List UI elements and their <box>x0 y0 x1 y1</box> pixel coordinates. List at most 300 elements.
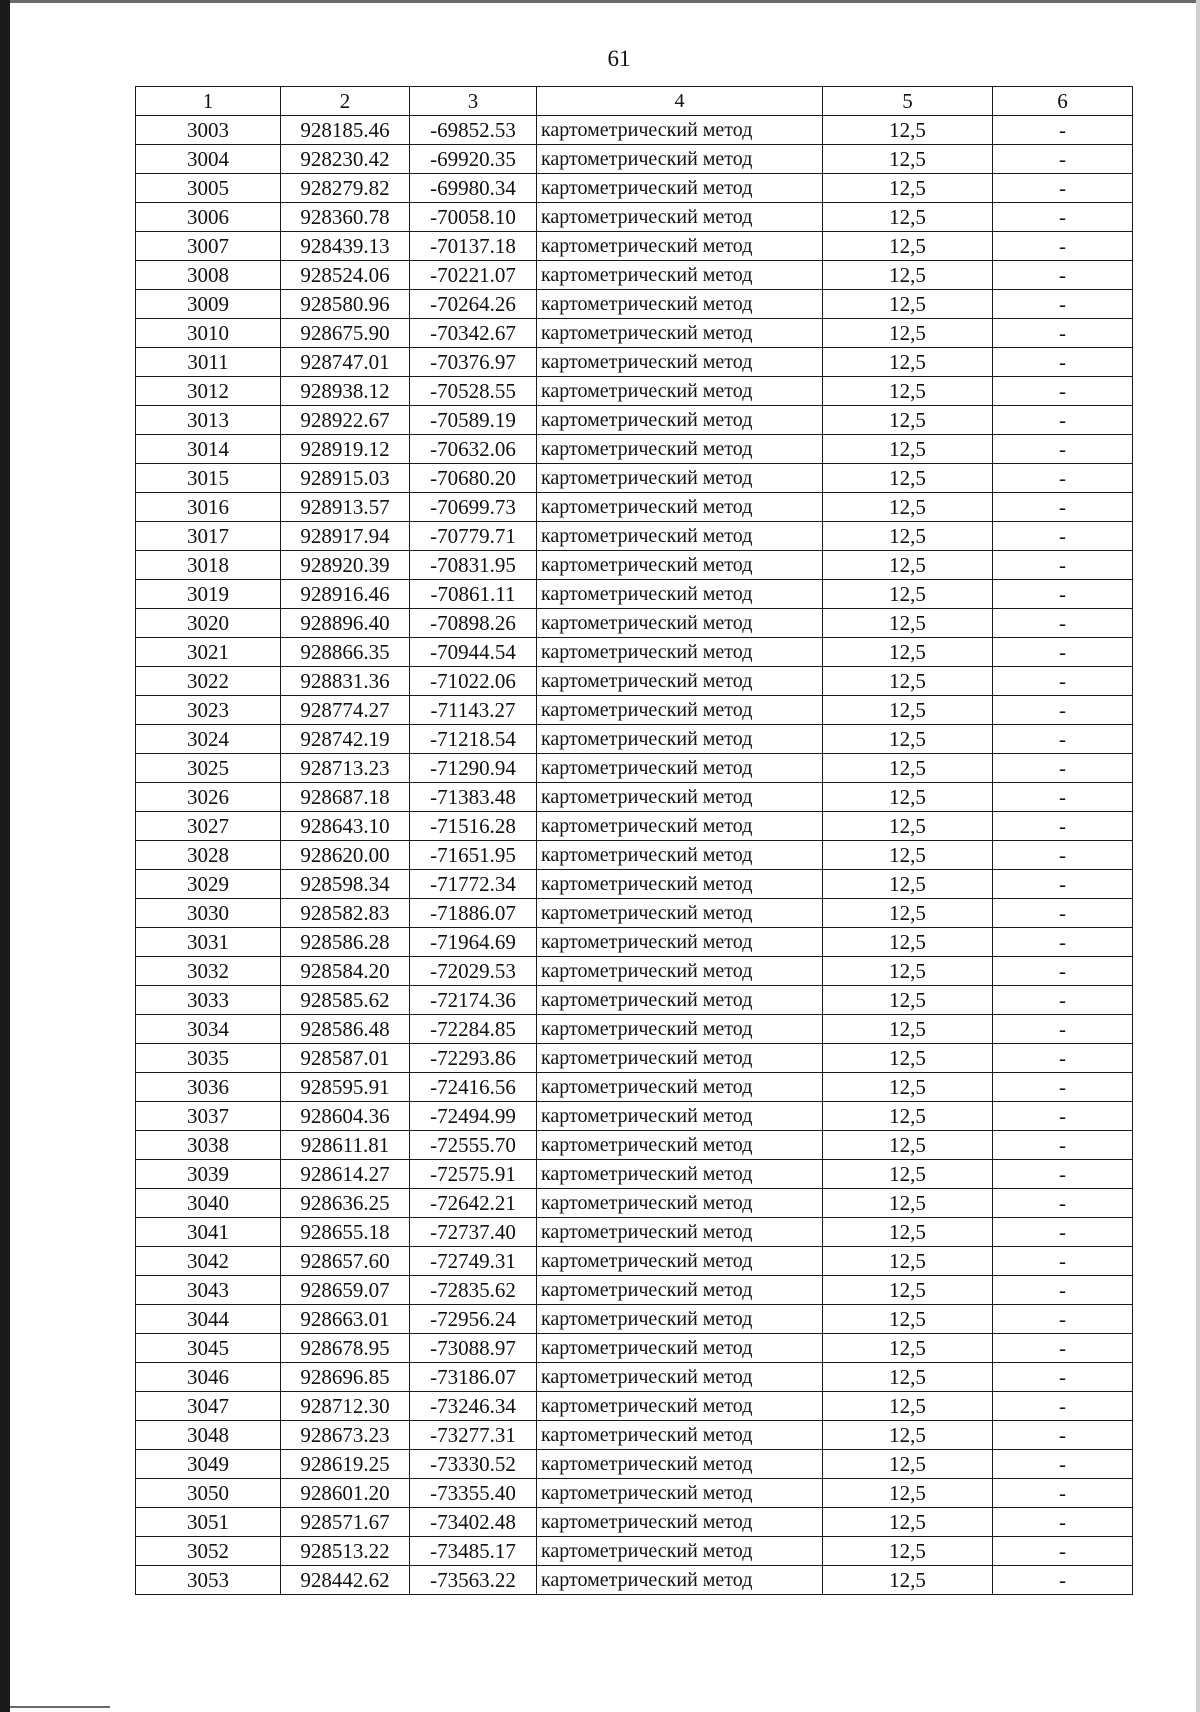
table-row <box>136 261 1133 290</box>
accuracy-cell: 12,5 <box>823 464 993 493</box>
x-coordinate-cell: 928913.57 <box>281 493 410 522</box>
method-cell: картометрический метод <box>537 725 823 754</box>
y-coordinate-cell: -69920.35 <box>410 145 537 174</box>
x-coordinate-cell: 928619.25 <box>281 1450 410 1479</box>
note-cell: - <box>993 1479 1133 1508</box>
accuracy-cell: 12,5 <box>823 1160 993 1189</box>
point-number-cell: 3037 <box>136 1102 281 1131</box>
x-coordinate-cell: 928920.39 <box>281 551 410 580</box>
header-cell: 1 <box>136 87 281 116</box>
note-cell: - <box>993 1102 1133 1131</box>
table-row <box>136 1334 1133 1363</box>
x-coordinate-cell: 928742.19 <box>281 725 410 754</box>
table-row <box>136 232 1133 261</box>
y-coordinate-cell: -73088.97 <box>410 1334 537 1363</box>
note-cell: - <box>993 1363 1133 1392</box>
y-coordinate-cell: -70221.07 <box>410 261 537 290</box>
accuracy-cell: 12,5 <box>823 319 993 348</box>
x-coordinate-cell: 928587.01 <box>281 1044 410 1073</box>
table-row <box>136 348 1133 377</box>
y-coordinate-cell: -70831.95 <box>410 551 537 580</box>
header-cell: 2 <box>281 87 410 116</box>
table-row <box>136 551 1133 580</box>
note-cell: - <box>993 1305 1133 1334</box>
method-cell: картометрический метод <box>537 261 823 290</box>
table-row <box>136 899 1133 928</box>
table-row <box>136 1044 1133 1073</box>
y-coordinate-cell: -70528.55 <box>410 377 537 406</box>
method-cell: картометрический метод <box>537 203 823 232</box>
y-coordinate-cell: -69852.53 <box>410 116 537 145</box>
point-number-cell: 3004 <box>136 145 281 174</box>
point-number-cell: 3035 <box>136 1044 281 1073</box>
point-number-cell: 3039 <box>136 1160 281 1189</box>
point-number-cell: 3032 <box>136 957 281 986</box>
x-coordinate-cell: 928601.20 <box>281 1479 410 1508</box>
point-number-cell: 3015 <box>136 464 281 493</box>
y-coordinate-cell: -72555.70 <box>410 1131 537 1160</box>
table-row <box>136 812 1133 841</box>
y-coordinate-cell: -69980.34 <box>410 174 537 203</box>
point-number-cell: 3020 <box>136 609 281 638</box>
note-cell: - <box>993 435 1133 464</box>
method-cell: картометрический метод <box>537 522 823 551</box>
table-row <box>136 1392 1133 1421</box>
note-cell: - <box>993 290 1133 319</box>
point-number-cell: 3028 <box>136 841 281 870</box>
note-cell: - <box>993 1421 1133 1450</box>
point-number-cell: 3010 <box>136 319 281 348</box>
note-cell: - <box>993 406 1133 435</box>
x-coordinate-cell: 928747.01 <box>281 348 410 377</box>
accuracy-cell: 12,5 <box>823 957 993 986</box>
table-row <box>136 1102 1133 1131</box>
note-cell: - <box>993 232 1133 261</box>
method-cell: картометрический метод <box>537 1247 823 1276</box>
point-number-cell: 3047 <box>136 1392 281 1421</box>
point-number-cell: 3044 <box>136 1305 281 1334</box>
note-cell: - <box>993 319 1133 348</box>
x-coordinate-cell: 928915.03 <box>281 464 410 493</box>
method-cell: картометрический метод <box>537 899 823 928</box>
accuracy-cell: 12,5 <box>823 145 993 174</box>
table-row <box>136 928 1133 957</box>
method-cell: картометрический метод <box>537 1044 823 1073</box>
point-number-cell: 3053 <box>136 1566 281 1595</box>
point-number-cell: 3041 <box>136 1218 281 1247</box>
note-cell: - <box>993 261 1133 290</box>
x-coordinate-cell: 928279.82 <box>281 174 410 203</box>
page-number: 61 <box>607 46 631 71</box>
y-coordinate-cell: -73485.17 <box>410 1537 537 1566</box>
accuracy-cell: 12,5 <box>823 754 993 783</box>
point-number-cell: 3024 <box>136 725 281 754</box>
method-cell: картометрический метод <box>537 870 823 899</box>
x-coordinate-cell: 928586.28 <box>281 928 410 957</box>
accuracy-cell: 12,5 <box>823 551 993 580</box>
y-coordinate-cell: -70680.20 <box>410 464 537 493</box>
accuracy-cell: 12,5 <box>823 435 993 464</box>
accuracy-cell: 12,5 <box>823 667 993 696</box>
x-coordinate-cell: 928866.35 <box>281 638 410 667</box>
table-row <box>136 1421 1133 1450</box>
table-row <box>136 667 1133 696</box>
note-cell: - <box>993 1566 1133 1595</box>
scan-border-top <box>10 0 1200 3</box>
table-row <box>136 986 1133 1015</box>
note-cell: - <box>993 203 1133 232</box>
note-cell: - <box>993 522 1133 551</box>
coordinates-table-container <box>135 86 1132 1595</box>
method-cell: картометрический метод <box>537 580 823 609</box>
method-cell: картометрический метод <box>537 1334 823 1363</box>
method-cell: картометрический метод <box>537 551 823 580</box>
y-coordinate-cell: -70632.06 <box>410 435 537 464</box>
y-coordinate-cell: -71383.48 <box>410 783 537 812</box>
table-row <box>136 1189 1133 1218</box>
x-coordinate-cell: 928675.90 <box>281 319 410 348</box>
table-row <box>136 1305 1133 1334</box>
note-cell: - <box>993 1450 1133 1479</box>
accuracy-cell: 12,5 <box>823 1537 993 1566</box>
point-number-cell: 3009 <box>136 290 281 319</box>
point-number-cell: 3049 <box>136 1450 281 1479</box>
x-coordinate-cell: 928524.06 <box>281 261 410 290</box>
method-cell: картометрический метод <box>537 1276 823 1305</box>
accuracy-cell: 12,5 <box>823 290 993 319</box>
note-cell: - <box>993 1189 1133 1218</box>
point-number-cell: 3034 <box>136 1015 281 1044</box>
y-coordinate-cell: -70137.18 <box>410 232 537 261</box>
table-row <box>136 1537 1133 1566</box>
point-number-cell: 3046 <box>136 1363 281 1392</box>
method-cell: картометрический метод <box>537 1392 823 1421</box>
point-number-cell: 3021 <box>136 638 281 667</box>
method-cell: картометрический метод <box>537 1537 823 1566</box>
point-number-cell: 3005 <box>136 174 281 203</box>
point-number-cell: 3052 <box>136 1537 281 1566</box>
method-cell: картометрический метод <box>537 116 823 145</box>
accuracy-cell: 12,5 <box>823 116 993 145</box>
note-cell: - <box>993 1537 1133 1566</box>
point-number-cell: 3040 <box>136 1189 281 1218</box>
note-cell: - <box>993 174 1133 203</box>
y-coordinate-cell: -72642.21 <box>410 1189 537 1218</box>
accuracy-cell: 12,5 <box>823 203 993 232</box>
point-number-cell: 3007 <box>136 232 281 261</box>
method-cell: картометрический метод <box>537 406 823 435</box>
table-row <box>136 1247 1133 1276</box>
note-cell: - <box>993 1276 1133 1305</box>
point-number-cell: 3050 <box>136 1479 281 1508</box>
accuracy-cell: 12,5 <box>823 1566 993 1595</box>
note-cell: - <box>993 696 1133 725</box>
x-coordinate-cell: 928696.85 <box>281 1363 410 1392</box>
method-cell: картометрический метод <box>537 464 823 493</box>
x-coordinate-cell: 928774.27 <box>281 696 410 725</box>
method-cell: картометрический метод <box>537 1218 823 1247</box>
x-coordinate-cell: 928663.01 <box>281 1305 410 1334</box>
x-coordinate-cell: 928712.30 <box>281 1392 410 1421</box>
note-cell: - <box>993 377 1133 406</box>
accuracy-cell: 12,5 <box>823 1508 993 1537</box>
scan-border-left <box>0 0 10 1712</box>
accuracy-cell: 12,5 <box>823 899 993 928</box>
note-cell: - <box>993 1508 1133 1537</box>
y-coordinate-cell: -73186.07 <box>410 1363 537 1392</box>
point-number-cell: 3026 <box>136 783 281 812</box>
method-cell: картометрический метод <box>537 812 823 841</box>
y-coordinate-cell: -73563.22 <box>410 1566 537 1595</box>
y-coordinate-cell: -70058.10 <box>410 203 537 232</box>
point-number-cell: 3031 <box>136 928 281 957</box>
note-cell: - <box>993 493 1133 522</box>
header-cell: 4 <box>537 87 823 116</box>
table-row <box>136 1218 1133 1247</box>
y-coordinate-cell: -72416.56 <box>410 1073 537 1102</box>
method-cell: картометрический метод <box>537 1160 823 1189</box>
accuracy-cell: 12,5 <box>823 870 993 899</box>
method-cell: картометрический метод <box>537 1450 823 1479</box>
x-coordinate-cell: 928571.67 <box>281 1508 410 1537</box>
table-row <box>136 725 1133 754</box>
note-cell: - <box>993 580 1133 609</box>
header-cell: 3 <box>410 87 537 116</box>
x-coordinate-cell: 928687.18 <box>281 783 410 812</box>
method-cell: картометрический метод <box>537 667 823 696</box>
accuracy-cell: 12,5 <box>823 1450 993 1479</box>
x-coordinate-cell: 928611.81 <box>281 1131 410 1160</box>
method-cell: картометрический метод <box>537 638 823 667</box>
table-row <box>136 841 1133 870</box>
y-coordinate-cell: -72293.86 <box>410 1044 537 1073</box>
table-row <box>136 696 1133 725</box>
y-coordinate-cell: -71772.34 <box>410 870 537 899</box>
method-cell: картометрический метод <box>537 1189 823 1218</box>
y-coordinate-cell: -72174.36 <box>410 986 537 1015</box>
accuracy-cell: 12,5 <box>823 1131 993 1160</box>
y-coordinate-cell: -70342.67 <box>410 319 537 348</box>
table-row <box>136 957 1133 986</box>
accuracy-cell: 12,5 <box>823 1247 993 1276</box>
note-cell: - <box>993 1131 1133 1160</box>
point-number-cell: 3036 <box>136 1073 281 1102</box>
point-number-cell: 3051 <box>136 1508 281 1537</box>
x-coordinate-cell: 928230.42 <box>281 145 410 174</box>
method-cell: картометрический метод <box>537 319 823 348</box>
accuracy-cell: 12,5 <box>823 696 993 725</box>
point-number-cell: 3018 <box>136 551 281 580</box>
accuracy-cell: 12,5 <box>823 174 993 203</box>
note-cell: - <box>993 783 1133 812</box>
accuracy-cell: 12,5 <box>823 1218 993 1247</box>
point-number-cell: 3045 <box>136 1334 281 1363</box>
accuracy-cell: 12,5 <box>823 261 993 290</box>
table-header-row <box>136 87 1133 116</box>
y-coordinate-cell: -72749.31 <box>410 1247 537 1276</box>
accuracy-cell: 12,5 <box>823 406 993 435</box>
x-coordinate-cell: 928360.78 <box>281 203 410 232</box>
scan-border-right <box>1196 0 1200 1712</box>
x-coordinate-cell: 928586.48 <box>281 1015 410 1044</box>
note-cell: - <box>993 1392 1133 1421</box>
note-cell: - <box>993 667 1133 696</box>
y-coordinate-cell: -72956.24 <box>410 1305 537 1334</box>
method-cell: картометрический метод <box>537 609 823 638</box>
y-coordinate-cell: -70699.73 <box>410 493 537 522</box>
accuracy-cell: 12,5 <box>823 1102 993 1131</box>
table-row <box>136 406 1133 435</box>
y-coordinate-cell: -71964.69 <box>410 928 537 957</box>
method-cell: картометрический метод <box>537 928 823 957</box>
point-number-cell: 3012 <box>136 377 281 406</box>
method-cell: картометрический метод <box>537 1015 823 1044</box>
y-coordinate-cell: -70861.11 <box>410 580 537 609</box>
note-cell: - <box>993 841 1133 870</box>
header-cell: 5 <box>823 87 993 116</box>
coordinates-table <box>135 86 1133 1595</box>
y-coordinate-cell: -71218.54 <box>410 725 537 754</box>
y-coordinate-cell: -73355.40 <box>410 1479 537 1508</box>
y-coordinate-cell: -71022.06 <box>410 667 537 696</box>
y-coordinate-cell: -72737.40 <box>410 1218 537 1247</box>
method-cell: картометрический метод <box>537 377 823 406</box>
accuracy-cell: 12,5 <box>823 812 993 841</box>
note-cell: - <box>993 1218 1133 1247</box>
note-cell: - <box>993 870 1133 899</box>
point-number-cell: 3043 <box>136 1276 281 1305</box>
y-coordinate-cell: -73402.48 <box>410 1508 537 1537</box>
x-coordinate-cell: 928938.12 <box>281 377 410 406</box>
method-cell: картометрический метод <box>537 1479 823 1508</box>
y-coordinate-cell: -71651.95 <box>410 841 537 870</box>
accuracy-cell: 12,5 <box>823 493 993 522</box>
table-row <box>136 203 1133 232</box>
point-number-cell: 3029 <box>136 870 281 899</box>
method-cell: картометрический метод <box>537 1102 823 1131</box>
note-cell: - <box>993 609 1133 638</box>
accuracy-cell: 12,5 <box>823 1392 993 1421</box>
point-number-cell: 3038 <box>136 1131 281 1160</box>
method-cell: картометрический метод <box>537 435 823 464</box>
x-coordinate-cell: 928614.27 <box>281 1160 410 1189</box>
scan-border-bottom <box>10 1706 110 1708</box>
point-number-cell: 3016 <box>136 493 281 522</box>
note-cell: - <box>993 145 1133 174</box>
point-number-cell: 3048 <box>136 1421 281 1450</box>
method-cell: картометрический метод <box>537 1073 823 1102</box>
point-number-cell: 3027 <box>136 812 281 841</box>
method-cell: картометрический метод <box>537 232 823 261</box>
method-cell: картометрический метод <box>537 841 823 870</box>
y-coordinate-cell: -71886.07 <box>410 899 537 928</box>
table-row <box>136 1276 1133 1305</box>
x-coordinate-cell: 928513.22 <box>281 1537 410 1566</box>
point-number-cell: 3025 <box>136 754 281 783</box>
point-number-cell: 3033 <box>136 986 281 1015</box>
x-coordinate-cell: 928922.67 <box>281 406 410 435</box>
point-number-cell: 3022 <box>136 667 281 696</box>
x-coordinate-cell: 928831.36 <box>281 667 410 696</box>
x-coordinate-cell: 928655.18 <box>281 1218 410 1247</box>
table-row <box>136 1015 1133 1044</box>
y-coordinate-cell: -73277.31 <box>410 1421 537 1450</box>
x-coordinate-cell: 928595.91 <box>281 1073 410 1102</box>
method-cell: картометрический метод <box>537 493 823 522</box>
y-coordinate-cell: -73330.52 <box>410 1450 537 1479</box>
note-cell: - <box>993 812 1133 841</box>
accuracy-cell: 12,5 <box>823 1305 993 1334</box>
x-coordinate-cell: 928713.23 <box>281 754 410 783</box>
accuracy-cell: 12,5 <box>823 783 993 812</box>
point-number-cell: 3013 <box>136 406 281 435</box>
table-row <box>136 290 1133 319</box>
table-row <box>136 580 1133 609</box>
note-cell: - <box>993 957 1133 986</box>
table-row <box>136 493 1133 522</box>
note-cell: - <box>993 1015 1133 1044</box>
method-cell: картометрический метод <box>537 1131 823 1160</box>
table-row <box>136 638 1133 667</box>
point-number-cell: 3019 <box>136 580 281 609</box>
method-cell: картометрический метод <box>537 783 823 812</box>
accuracy-cell: 12,5 <box>823 1044 993 1073</box>
accuracy-cell: 12,5 <box>823 348 993 377</box>
table-row <box>136 377 1133 406</box>
table-row <box>136 145 1133 174</box>
table-row <box>136 1131 1133 1160</box>
method-cell: картометрический метод <box>537 1305 823 1334</box>
table-row <box>136 609 1133 638</box>
note-cell: - <box>993 1334 1133 1363</box>
note-cell: - <box>993 1073 1133 1102</box>
table-row <box>136 116 1133 145</box>
table-row <box>136 783 1133 812</box>
point-number-cell: 3042 <box>136 1247 281 1276</box>
table-row <box>136 754 1133 783</box>
accuracy-cell: 12,5 <box>823 232 993 261</box>
method-cell: картометрический метод <box>537 145 823 174</box>
note-cell: - <box>993 1160 1133 1189</box>
x-coordinate-cell: 928643.10 <box>281 812 410 841</box>
point-number-cell: 3017 <box>136 522 281 551</box>
header-cell: 6 <box>993 87 1133 116</box>
x-coordinate-cell: 928598.34 <box>281 870 410 899</box>
table-row <box>136 464 1133 493</box>
note-cell: - <box>993 348 1133 377</box>
note-cell: - <box>993 899 1133 928</box>
y-coordinate-cell: -72029.53 <box>410 957 537 986</box>
table-row <box>136 870 1133 899</box>
note-cell: - <box>993 638 1133 667</box>
accuracy-cell: 12,5 <box>823 1276 993 1305</box>
accuracy-cell: 12,5 <box>823 1363 993 1392</box>
x-coordinate-cell: 928620.00 <box>281 841 410 870</box>
table-row <box>136 1479 1133 1508</box>
note-cell: - <box>993 725 1133 754</box>
y-coordinate-cell: -71516.28 <box>410 812 537 841</box>
y-coordinate-cell: -71143.27 <box>410 696 537 725</box>
x-coordinate-cell: 928584.20 <box>281 957 410 986</box>
x-coordinate-cell: 928917.94 <box>281 522 410 551</box>
x-coordinate-cell: 928580.96 <box>281 290 410 319</box>
point-number-cell: 3014 <box>136 435 281 464</box>
note-cell: - <box>993 1044 1133 1073</box>
y-coordinate-cell: -71290.94 <box>410 754 537 783</box>
accuracy-cell: 12,5 <box>823 377 993 406</box>
accuracy-cell: 12,5 <box>823 1073 993 1102</box>
y-coordinate-cell: -72575.91 <box>410 1160 537 1189</box>
